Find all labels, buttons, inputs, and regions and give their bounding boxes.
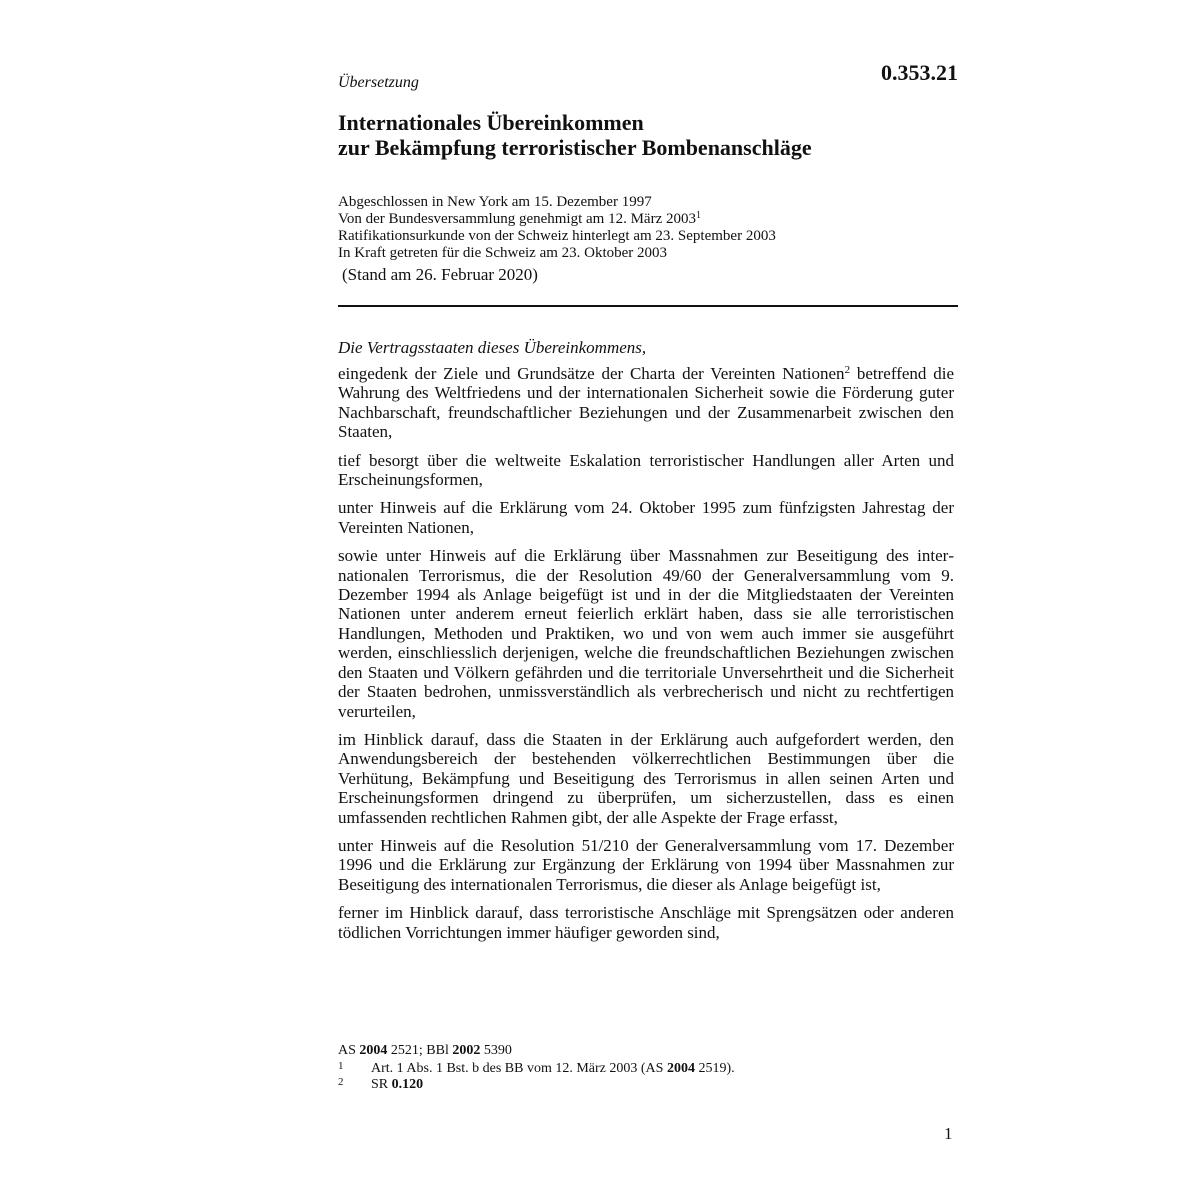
preamble-paragraph-2: tief besorgt über die weltweite Eskalation terroristischer Handlungen aller Arten und Erscheinungsformen,: [338, 450, 954, 490]
treaty-dates: [338, 194, 958, 262]
footnotes: [338, 1043, 958, 1093]
footnote-2-mark: 2: [338, 1076, 344, 1088]
footnote-2-number: 0.120: [391, 1077, 424, 1092]
footnote-1-year: 2004: [666, 1061, 695, 1076]
footnote-1-page: 2519).: [694, 1061, 735, 1076]
status-date: (Stand am 26. Februar 2020): [342, 265, 538, 284]
preamble-body: [338, 364, 954, 951]
page-number: 1: [944, 1124, 953, 1143]
approved-date: [338, 211, 958, 228]
translation-label: Übersetzung: [338, 74, 419, 91]
footnote-1-text: Art. 1 Abs. 1 Bst. b des BB vom 12. März 2003 (AS: [371, 1061, 667, 1076]
preamble-paragraph-1: [338, 364, 954, 442]
preamble-paragraph-7: ferner im Hinblick darauf, dass terroristische Anschläge mit Sprengsätzen oder anderen tödlichen Vorrichtungen immer häufiger geworden sind,: [338, 903, 954, 942]
bbl-page: 5390: [480, 1043, 512, 1058]
title-line-2: zur Bekämpfung terroristischer Bombenanschläge: [338, 135, 812, 160]
preamble-paragraph-4: sowie unter Hinweis auf die Erklärung über Massnahmen zur Beseitigung des internationalen Terrorismus, die der Resolution 49/60 der Generalversammlung vom 9. Dezember 1994 als Anlage beigefügt ist und in der die Mitgliedstaaten der Vereinten Nationen unter anderem erneut feierlich erklärt haben, dass sie alle terroristischen Handlungen, Methoden und Praktiken, wo und von wem auch immer sie ausgeführt werden, einschliesslich derjenigen, welche die freundschaftlichen Beziehungen zwischen den Staaten und Völkern gefährden und die territoriale Unversehrtheit und die Sicherheit der Staaten bedrohen, unmissverständlich als verbrecherisch und nicht zu rechtfertigen verurteilen,: [338, 546, 954, 721]
bbl-year: 2002: [452, 1043, 481, 1058]
document-title: [338, 110, 958, 160]
official-collection-reference: [338, 1043, 958, 1059]
title-line-1: Internationales Übereinkommen: [338, 110, 644, 135]
header-divider: [338, 305, 958, 307]
as-year: 2004: [359, 1043, 388, 1058]
ratification-date: Ratifikationsurkunde von der Schweiz hinterlegt am 23. September 2003: [338, 228, 776, 244]
in-force-date: In Kraft getreten für die Schweiz am 23. Oktober 2003: [338, 245, 668, 261]
sr-number: 0.353.21: [881, 60, 958, 85]
footnote-ref-1: 1: [696, 210, 701, 221]
footnote-ref-2: 2: [844, 364, 851, 376]
concluded-date: Abgeschlossen in New York am 15. Dezember 1997: [338, 194, 652, 210]
preamble-paragraph-1-end: betreffend die Wahrung des Weltfriedens und der internationalen Sicherheit sowie die Förderung guter Nachbarschaft, freundschaftlicher Beziehungen und der Zusammenarbeit zwischen den Staaten,: [338, 364, 954, 442]
preamble-paragraph-1-start: eingedenk der Ziele und Grundsätze der Charta der Vereinten Nationen: [338, 364, 845, 383]
footnote-2-text: SR: [371, 1077, 392, 1092]
preamble-intro: Die Vertragsstaaten dieses Übereinkommens,: [338, 338, 647, 357]
as-prefix: AS: [338, 1043, 360, 1058]
approved-date-text: Von der Bundesversammlung genehmigt am 12. März 2003: [338, 211, 696, 227]
preamble-paragraph-5: im Hinblick darauf, dass die Staaten in der Erklärung auch aufgefordert werden, den Anwendungsbereich der bestehenden völkerrechtlichen Bestimmungen über die Verhütung, Bekämpfung und Beseitigung des Terrorismus in allen seinen Arten und Erscheinungsformen dringend zu überprüfen, um sicherzustellen, dass es einen umfassenden rechtlichen Rahmen gibt, der alle Aspekte der Frage erfasst,: [338, 729, 954, 827]
as-page: 2521; BBl: [387, 1043, 453, 1058]
preamble-paragraph-3: unter Hinweis auf die Erklärung vom 24. Oktober 1995 zum fünfzigsten Jahrestag der Vereinten Nationen,: [338, 498, 954, 537]
footnote-2: [338, 1077, 958, 1093]
footnote-1: [338, 1061, 958, 1077]
preamble-paragraph-6: unter Hinweis auf die Resolution 51/210 der Generalversammlung vom 17. Dezember 1996 und die Erklärung zur Ergänzung der Erklärung von 1994 über Massnahmen zur Beseitigung des internationalen Terrorismus, die dieser als Anlage beigefügt ist,: [338, 835, 954, 894]
footnote-1-mark: 1: [338, 1060, 344, 1072]
